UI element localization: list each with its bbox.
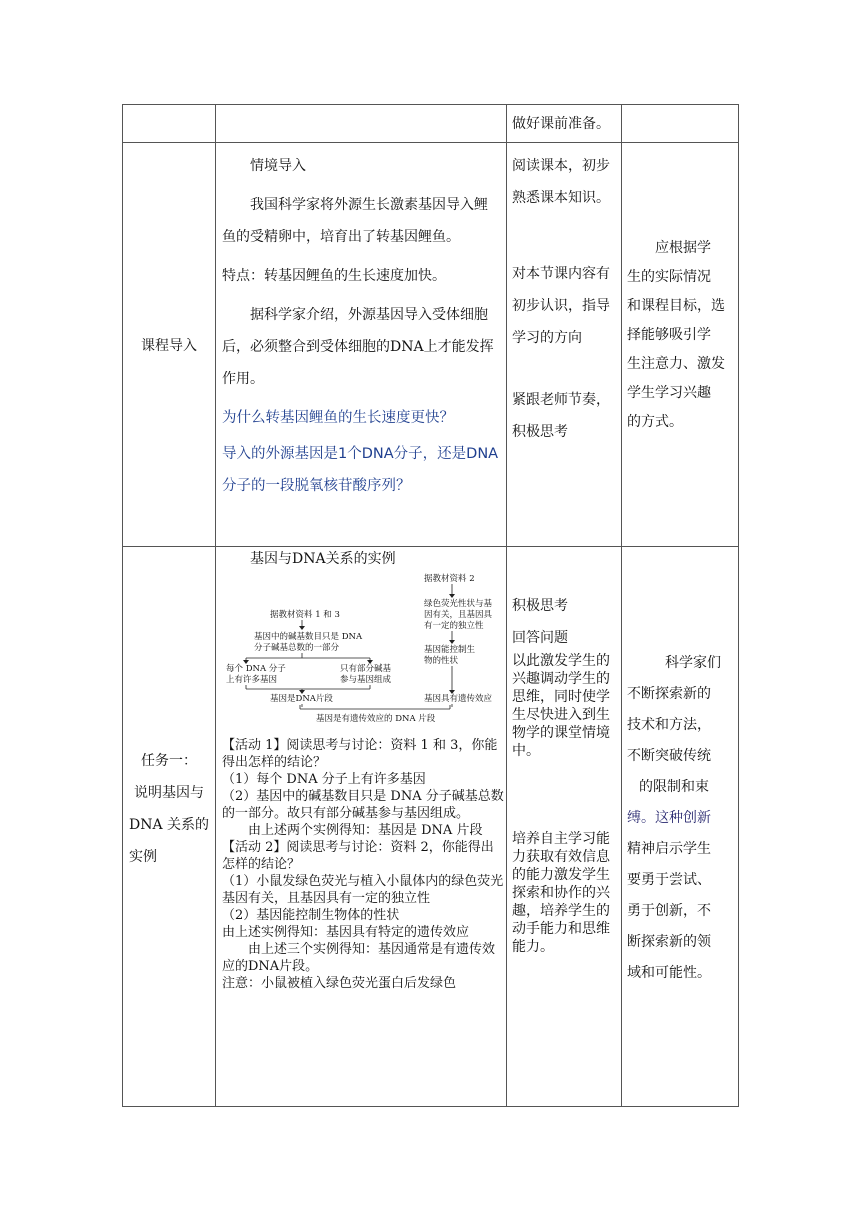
diagram-arrowhead-5 <box>449 594 455 598</box>
task1-label-line-3: DNA 关系的 <box>128 817 210 833</box>
diagram-final-text: 基因是有遗传效应的 DNA 片段 <box>316 714 436 724</box>
activity1-conclusion: 由上述两个实例得知：基因是 DNA 片段 <box>248 823 483 838</box>
intro-student-b: 对本节课内容有初步认识，指导学习的方向 <box>512 266 610 346</box>
col-divider-1 <box>215 104 216 1107</box>
task1-intent-line-4: 不断突破传统 <box>627 748 711 764</box>
gene-dna-flow-diagram <box>220 573 506 707</box>
intro-intent-line-2: 生的实际情况 <box>627 269 711 285</box>
intro-intent-line-4: 择能够吸引学 <box>627 327 711 343</box>
diagram-leaf1-line-b: 上有许多基因 <box>226 675 278 685</box>
prev-row-col3 <box>512 110 618 138</box>
task1-intent-line-2: 不断探索新的 <box>627 686 711 702</box>
diagram-final-box <box>220 705 506 727</box>
diagram-result-2: 基因具有遗传效应 <box>424 694 493 704</box>
prev-row-text: 做好课前准备。 <box>512 116 610 132</box>
intro-content <box>222 150 500 502</box>
intro-question-1: 为什么转基因鲤鱼的生长速度更快？ <box>222 410 454 426</box>
diagram-source-13: 据教材资料 1 和 3 <box>270 610 340 620</box>
intro-student-activity <box>512 150 618 448</box>
activity1-point-2: （2）基因中的碱基数目只是 DNA 分子碱基总数的一部分。故只有部分碱基参与基因组成。 <box>222 789 504 821</box>
activity1-point-1: （1）每个 DNA 分子上有许多基因 <box>222 772 426 787</box>
diagram-result-1: 基因是DNA片段 <box>270 694 333 704</box>
intro-para-1: 我国科学家将外源生长激素基因导入鲤鱼的受精卵中，培育出了转基因鲤鱼。 <box>222 197 488 245</box>
task1-label-line-2: 说明基因与 <box>134 785 204 801</box>
activity2-point-2: （2）基因能控制生物体的性状 <box>222 908 400 923</box>
task1-label-line-4: 实例 <box>129 849 157 865</box>
intro-intent-line-1: 应根据学 <box>655 240 711 256</box>
task1-intent-line-9: 勇于创新，不 <box>627 903 711 919</box>
intro-intent-line-7: 的方式。 <box>627 414 683 430</box>
diagram-box1-line-b: 分子碱基总数的一部分 <box>254 643 340 653</box>
intro-heading: 情境导入 <box>250 158 306 174</box>
task1-section-label <box>123 745 215 873</box>
diagram-leaf2-line-a: 只有部分碱基 <box>340 664 392 674</box>
task1-student-activity <box>512 592 618 956</box>
task1-student-d: 培养自主学习能力获取有效信息的能力激发学生探索和协作的兴趣，培养学生的动手能力和思维能力。 <box>512 831 610 955</box>
diagram-source-2: 据教材资料 2 <box>424 574 475 584</box>
task1-intent-line-6: 缚。这种创新 <box>627 810 711 826</box>
intro-intent-line-5: 生注意力、激发 <box>627 356 725 372</box>
activity2-point-1: （1）小鼠发绿色荧光与植入小鼠体内的绿色荧光基因有关，且基因具有一定的独立性 <box>222 874 504 906</box>
task1-intent-line-8: 要勇于尝试、 <box>627 872 711 888</box>
task1-intent-line-1: 科学家们 <box>665 655 721 671</box>
task1-content <box>222 549 504 992</box>
diagram-leaf1-line-a: 每个 DNA 分子 <box>226 664 286 674</box>
task1-intent-line-5: 的限制和束 <box>639 779 709 795</box>
table-border-right <box>738 104 739 1107</box>
task1-intent-line-10: 断探索新的领 <box>627 934 711 950</box>
task1-student-c: 以此激发学生的兴趣调动学生的思维，同时使学生尽快进入到生物学的课堂情境中。 <box>512 653 610 759</box>
activity2-conclusion: 由上述实例得知：基因具有特定的遗传效应 <box>222 925 470 940</box>
intro-student-c: 紧跟老师节奏，积极思考 <box>512 392 610 440</box>
col-divider-2 <box>506 104 507 1107</box>
diagram-leaf3-line-a: 基因能控制生 <box>424 645 476 655</box>
diagram-box2-line-a: 绿色荧光性状与基 <box>424 599 493 609</box>
intro-para-2: 特点：转基因鲤鱼的生长速度加快。 <box>222 268 446 284</box>
note-text: 注意：小鼠被植入绿色荧光蛋白后发绿色 <box>222 976 457 991</box>
diagram-box2-line-c: 有一定的独立性 <box>424 621 484 631</box>
intro-para-3: 据科学家介绍，外源基因导入受体细胞后，必须整合到受体细胞的DNA上才能发挥作用。 <box>222 307 494 387</box>
diagram-box1-line-a: 基因中的碱基数目只是 DNA <box>254 632 363 642</box>
task1-intent-line-7: 精神启示学生 <box>627 841 711 857</box>
intro-question-2: 导入的外源基因是1个DNA分子，还是DNA分子的一段脱氧核苷酸序列？ <box>222 446 499 494</box>
intro-intent-line-6: 学生学习兴趣 <box>627 385 711 401</box>
diagram-arrowhead-1 <box>299 626 305 630</box>
col-divider-3 <box>621 104 622 1107</box>
task1-student-a: 积极思考 <box>512 598 568 614</box>
task1-label-line-1: 任务一： <box>141 753 197 769</box>
diagram-box2-line-b: 因有关，且基因具 <box>424 610 493 620</box>
intro-label-text: 课程导入 <box>141 338 197 354</box>
diagram-leaf3-line-b: 物的性状 <box>424 656 459 666</box>
task1-design-intent <box>627 648 735 989</box>
intro-section-label <box>123 330 215 362</box>
intro-student-a: 阅读课本，初步熟悉课本知识。 <box>512 158 610 206</box>
activity2-title: 【活动 2】阅读思考与讨论：资料 2，你能得出怎样的结论？ <box>222 840 494 872</box>
activity1-title: 【活动 1】阅读思考与讨论：资料 1 和 3，你能得出怎样的结论？ <box>222 738 498 770</box>
intro-intent-line-3: 和课程目标，选 <box>627 298 725 314</box>
task1-intent-line-11: 域和可能性。 <box>627 965 711 981</box>
final-conclusion: 由上述三个实例得知：基因通常是有遗传效应的DNA片段。 <box>222 942 496 974</box>
diagram-arrowhead-6 <box>449 640 455 644</box>
table-border-left <box>122 104 123 1107</box>
intro-design-intent <box>627 234 735 437</box>
task1-intent-line-3: 技术和方法， <box>627 717 711 733</box>
task1-student-b: 回答问题 <box>512 630 568 646</box>
diagram-leaf2-line-b: 参与基因组成 <box>340 675 392 685</box>
task1-heading: 基因与DNA关系的实例 <box>250 551 396 567</box>
